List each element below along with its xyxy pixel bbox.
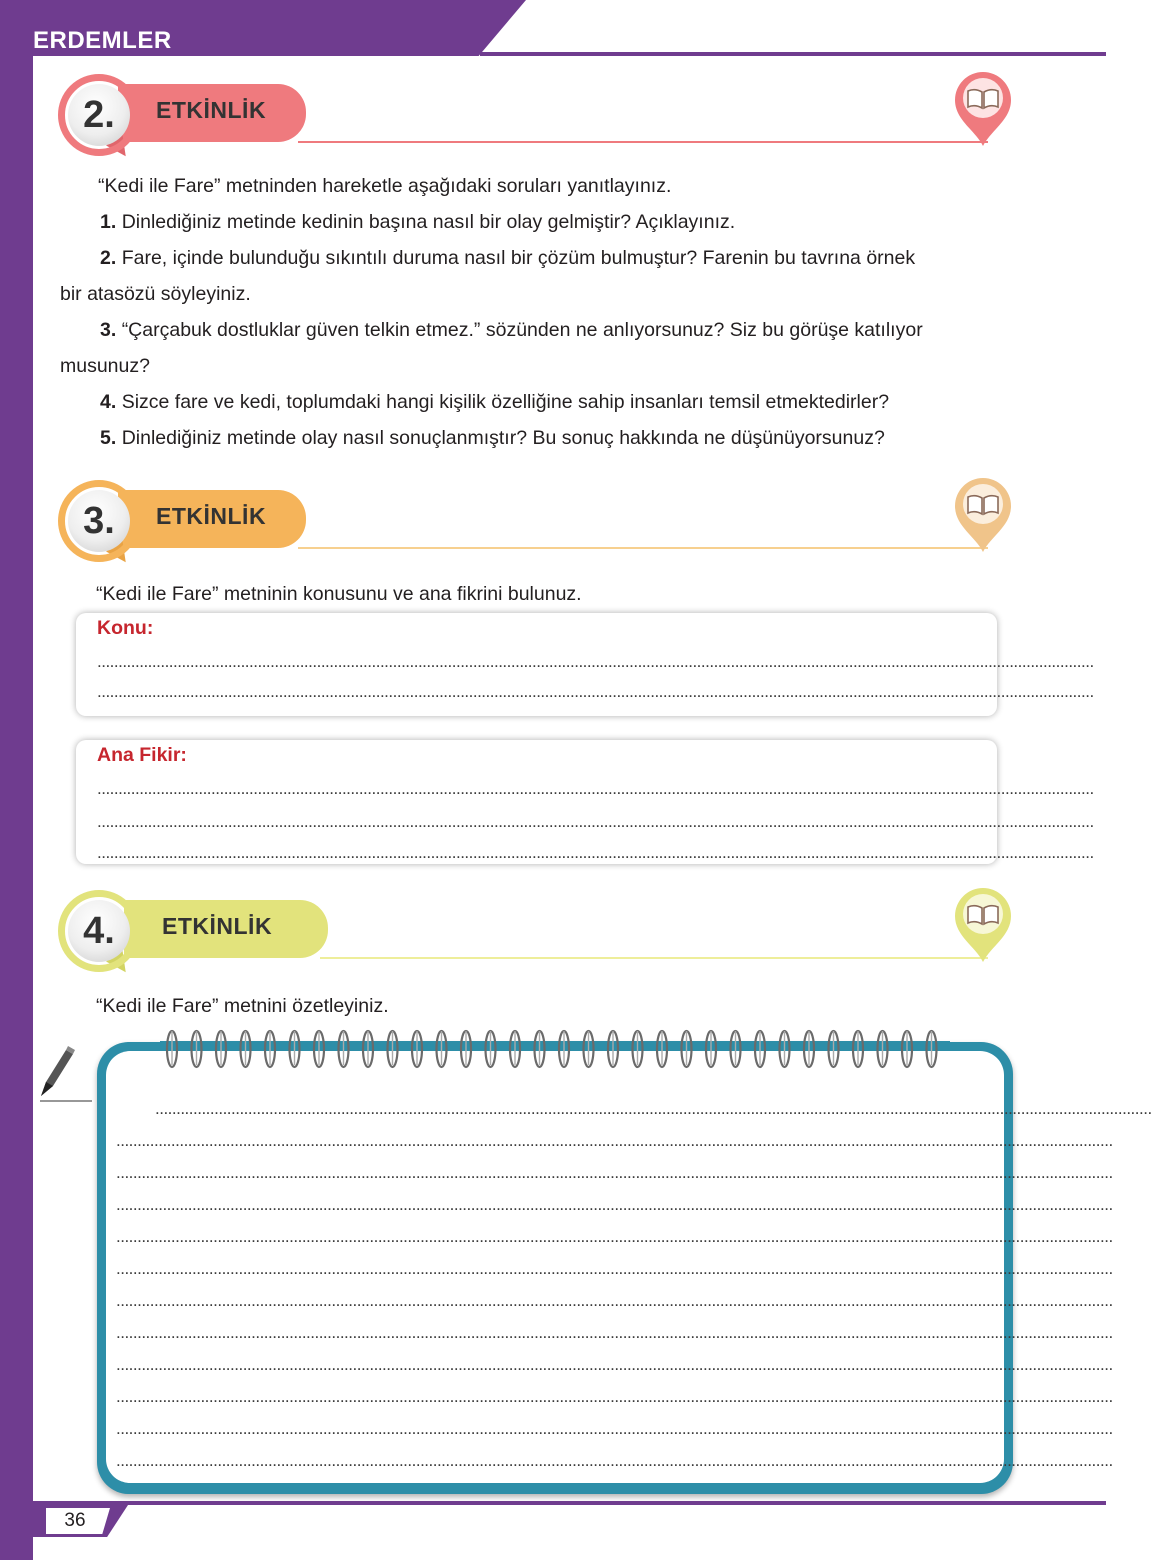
activity-number: 2. [83,94,115,136]
summary-line[interactable]: ............................................................................................................................................................................................................................................ [116,1227,1113,1246]
activity-label: ETKİNLİK [162,913,273,939]
divider [298,547,988,549]
summary-line[interactable]: ............................................................................................................................................................................................................................................ [116,1419,1113,1438]
spiral-binding [160,1027,950,1071]
main-idea-card [76,740,1094,864]
main-idea-label: Ana Fikir: [97,744,187,766]
summary-line[interactable]: ............................................................................................................................................................................................................................................ [116,1451,1113,1470]
open-book-icon [951,474,1015,554]
answer-line[interactable]: ............................................................................................................................................................................................................................................ [97,812,1094,831]
summary-line[interactable]: ............................................................................................................................................................................................................................................ [116,1131,1113,1150]
answer-line[interactable]: ............................................................................................................................................................................................................................................ [97,843,1094,862]
summary-line[interactable]: ............................................................................................................................................................................................................................................ [116,1163,1113,1182]
summary-line[interactable]: ............................................................................................................................................................................................................................................ [116,1323,1113,1342]
activity-label: ETKİNLİK [156,503,267,529]
activity-2-heading [58,74,1018,168]
divider [298,141,988,143]
topic-card [76,613,1094,716]
open-book-icon [951,884,1015,964]
summary-line[interactable]: ............................................................................................................................................................................................................................................ [116,1291,1113,1310]
question-3: 3. “Çarçabuk dostluklar güven telkin etmez.” sözünden ne anlıyorsunuz? Siz bu görüşe katılıyor [100,319,923,341]
header-line [480,52,1106,56]
answer-line[interactable]: ............................................................................................................................................................................................................................................ [97,682,1094,701]
answer-line[interactable]: ............................................................................................................................................................................................................................................ [97,779,1094,798]
activity-4-badge [58,890,140,972]
divider [320,957,988,959]
section-title: ERDEMLER [33,27,172,54]
page-number: 36 [64,1510,86,1531]
question-4: 4. Sizce fare ve kedi, toplumdaki hangi kişilik özelliğine sahip insanları temsil etmektedirler? [100,391,890,413]
activity-4-intro: “Kedi ile Fare” metnini özetleyiniz. [96,995,389,1017]
activity-3-heading [58,480,1018,574]
answer-line[interactable]: ............................................................................................................................................................................................................................................ [97,652,1094,671]
summary-line[interactable]: ............................................................................................................................................................................................................................................ [116,1387,1113,1406]
pencil-icon [36,1044,96,1106]
open-book-icon [951,68,1015,148]
activity-4-heading [58,890,1018,984]
summary-line[interactable]: ............................................................................................................................................................................................................................................ [116,1259,1113,1278]
topic-label: Konu: [97,617,154,639]
activity-number: 3. [83,500,115,542]
side-bar [0,0,33,1560]
summary-line[interactable]: ............................................................................................................................................................................................................................................ [116,1355,1113,1374]
activity-2-badge [58,74,140,156]
activity-3-intro: “Kedi ile Fare” metninin konusunu ve ana fikrini bulunuz. [96,583,582,605]
footer-line [0,1501,1106,1505]
question-5: 5. Dinlediğiniz metinde olay nasıl sonuçlanmıştır? Bu sonuç hakkında ne düşünüyorsunuz? [100,427,885,449]
activity-2-intro: “Kedi ile Fare” metninden hareketle aşağıdaki soruları yanıtlayınız. [98,175,672,197]
question-1: 1. Dinlediğiniz metinde kedinin başına nasıl bir olay gelmiştir? Açıklayınız. [100,211,736,233]
activity-label: ETKİNLİK [156,97,267,123]
question-3-cont: musunuz? [60,355,150,377]
summary-line[interactable]: ............................................................................................................................................................................................................................................ [116,1195,1113,1214]
activity-number: 4. [83,910,115,952]
question-2-cont: bir atasözü söyleyiniz. [60,283,251,305]
summary-line[interactable]: ............................................................................................................................................................................................................................................ [155,1099,1152,1118]
question-2: 2. Fare, içinde bulunduğu sıkıntılı duruma nasıl bir çözüm bulmuştur? Farenin bu tavrına örnek [100,247,916,269]
activity-3-badge [58,480,140,562]
